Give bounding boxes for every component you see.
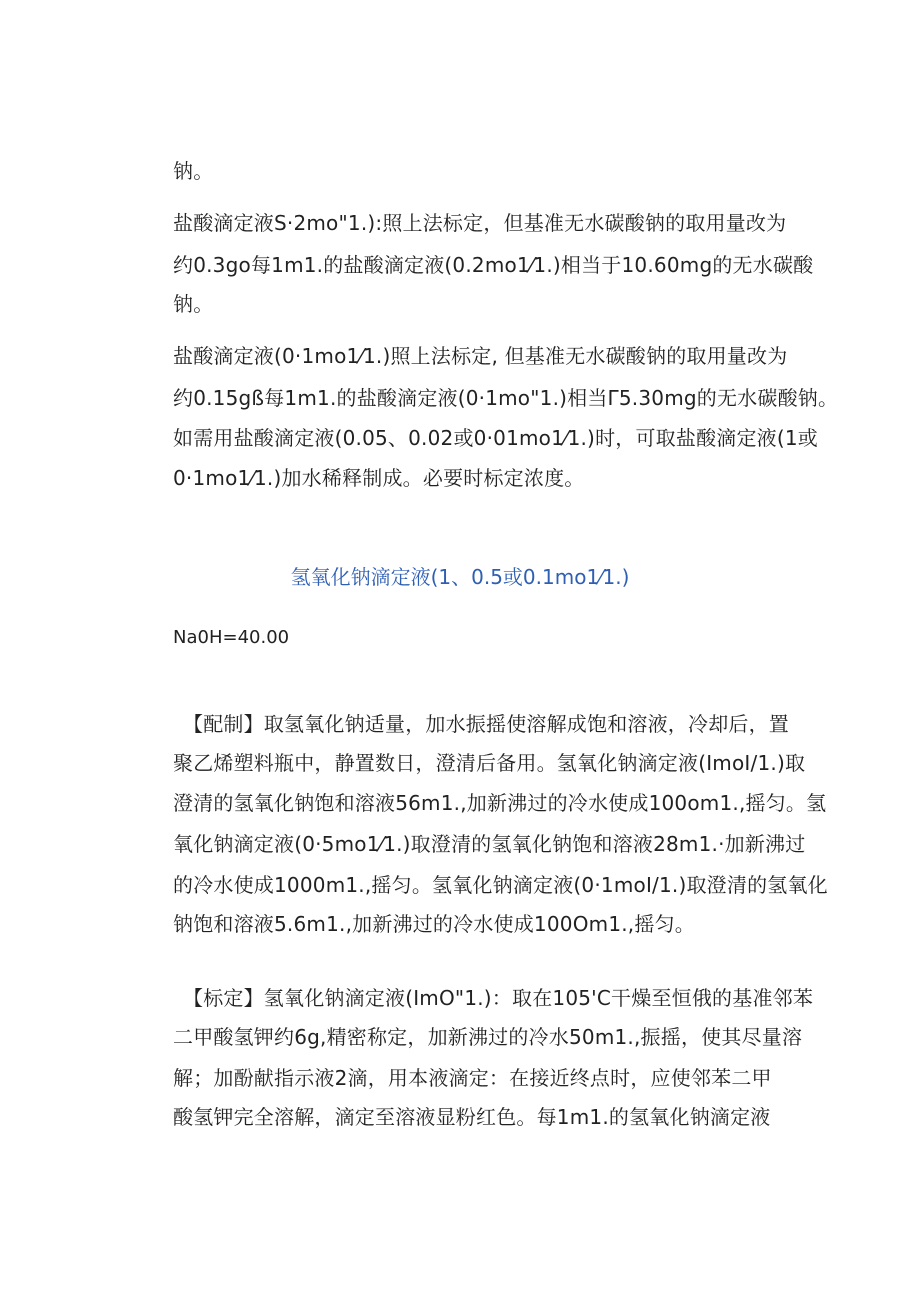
text-line: 如需用盐酸滴定液(0.05、0.02或0·01mo1⁄1.)时，可取盐酸滴定液(1或 (173, 426, 818, 450)
text-line: 【配制】取氢氧化钠适量，加水振摇使溶解成饱和溶液，冷却后，置 (183, 712, 789, 736)
text-line: 聚乙烯塑料瓶中，静置数日，澄清后备用。氢氧化钠滴定液(ImoI/1.)取 (173, 751, 806, 775)
text-line: 氧化钠滴定液(0·5mo1⁄1.)取澄清的氢氧化钠饱和溶液28m1.·加新沸过 (173, 832, 806, 856)
text-line: 0·1mo1⁄1.)加水稀释制成。必要时标定浓度。 (173, 466, 585, 490)
text-line: 钠。 (173, 292, 214, 316)
molecular-formula: Na0H=40.00 (173, 627, 290, 648)
text-line: 解；加酚献指示液2滴，用本液滴定：在接近终点时，应使邻苯二甲 (173, 1066, 772, 1090)
text-line: 约0.3go每1m1.的盐酸滴定液(0.2mo1⁄1.)相当于10.60mg的无水碳酸 (173, 253, 814, 277)
text-line: 二甲酸氢钾约6g,精密称定，加新沸过的冷水50m1.,振摇，使其尽量溶 (173, 1025, 803, 1049)
text-line: 盐酸滴定液(0·1mo1⁄1.)照上法标定, 但基准无水碳酸钠的取用量改为 (173, 344, 788, 368)
text-line: 约0.15gß每1m1.的盐酸滴定液(0·1mo"1.)相当Γ5.30mg的无水碳酸钠。 (173, 386, 839, 410)
section-heading: 氢氧化钠滴定液(1、0.5或0.1mo1⁄1.) (290, 565, 630, 589)
text-line: 盐酸滴定液S·2mo"1.):照上法标定，但基准无水碳酸钠的取用量改为 (173, 211, 787, 235)
text-line: 酸氢钾完全溶解，滴定至溶液显粉红色。每1m1.的氢氧化钠滴定液 (173, 1105, 771, 1129)
text-line: 澄清的氢氧化钠饱和溶液56m1.,加新沸过的冷水使成100om1.,摇匀。氢 (173, 791, 827, 815)
text-line: 钠饱和溶液5.6m1.,加新沸过的冷水使成100Om1.,摇匀。 (173, 912, 695, 936)
text-line: 的冷水使成1000m1.,摇匀。氢氧化钠滴定液(0·1moI/1.)取澄清的氢氧化 (173, 873, 828, 897)
text-line: 【标定】氢氧化钠滴定液(ImO"1.)：取在105'C干燥至恒俄的基准邻苯 (183, 986, 814, 1010)
text-line: 钠。 (173, 159, 214, 183)
